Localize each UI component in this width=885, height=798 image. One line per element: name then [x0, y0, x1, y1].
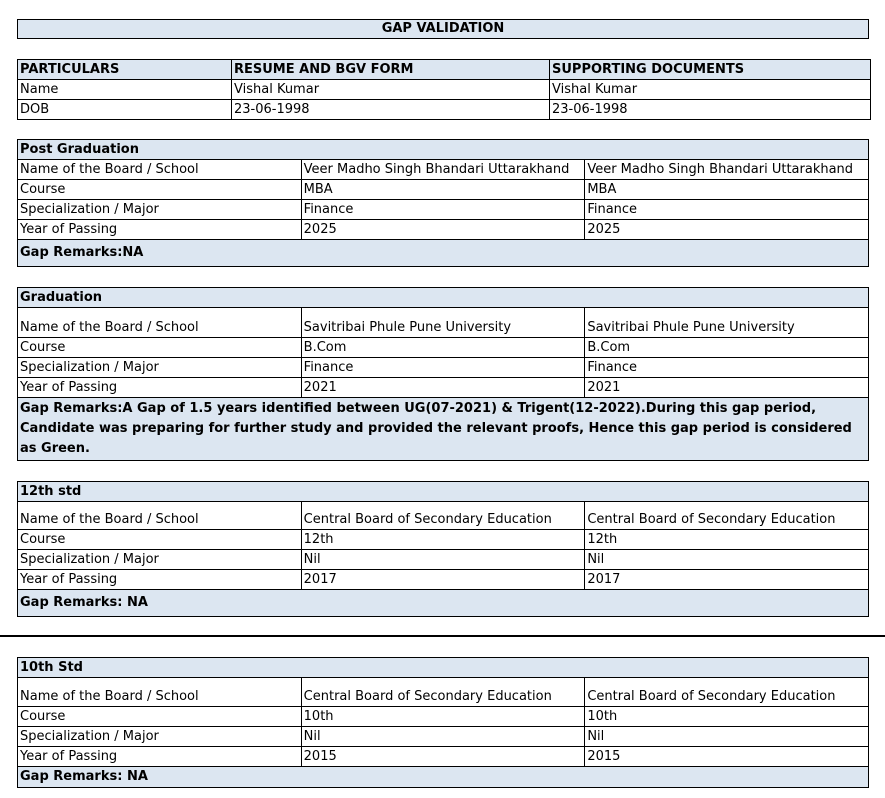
table-row — [18, 530, 869, 550]
document-value: Finance — [585, 200, 869, 220]
resume-value: 12th — [301, 530, 585, 550]
section-table — [17, 139, 869, 267]
row-label: Name of the Board / School — [18, 160, 302, 180]
resume-value: 10th — [301, 707, 585, 727]
section-title: Graduation — [18, 288, 869, 308]
document-value: Veer Madho Singh Bhandari Uttarakhand — [585, 160, 869, 180]
table-row — [18, 678, 869, 707]
section-post-graduation — [17, 139, 869, 267]
gap-remarks: Gap Remarks: NA — [18, 590, 869, 617]
row-label: Year of Passing — [18, 220, 302, 240]
table-row — [18, 378, 869, 398]
column-header-documents: SUPPORTING DOCUMENTS — [550, 60, 871, 80]
particulars-block — [17, 59, 869, 120]
row-label: Specialization / Major — [18, 200, 302, 220]
table-row — [18, 358, 869, 378]
row-label: Name of the Board / School — [18, 502, 302, 530]
document-value: Vishal Kumar — [550, 80, 871, 100]
row-label: Name — [18, 80, 232, 100]
row-label: Year of Passing — [18, 747, 302, 767]
row-label: Specialization / Major — [18, 358, 302, 378]
section-table — [17, 481, 869, 617]
section-graduation — [17, 287, 869, 461]
table-row — [18, 80, 871, 100]
row-label: Specialization / Major — [18, 727, 302, 747]
page-title: GAP VALIDATION — [17, 19, 869, 39]
row-label: Name of the Board / School — [18, 308, 302, 338]
resume-value: 2025 — [301, 220, 585, 240]
gap-remarks: Gap Remarks: NA — [18, 767, 869, 788]
document-value: 23-06-1998 — [550, 100, 871, 120]
column-header-particulars: PARTICULARS — [18, 60, 232, 80]
resume-value: 23-06-1998 — [232, 100, 550, 120]
table-row — [18, 570, 869, 590]
document-value: Finance — [585, 358, 869, 378]
row-label: Course — [18, 338, 302, 358]
section-table — [17, 287, 869, 461]
document-value: Nil — [585, 550, 869, 570]
resume-value: B.Com — [301, 338, 585, 358]
table-row — [18, 220, 869, 240]
resume-value: Central Board of Secondary Education — [301, 678, 585, 707]
table-row — [18, 160, 869, 180]
section-title: 12th std — [18, 482, 869, 502]
table-row — [18, 200, 869, 220]
resume-value: Central Board of Secondary Education — [301, 502, 585, 530]
document-value: 2017 — [585, 570, 869, 590]
row-label: DOB — [18, 100, 232, 120]
document-value: Central Board of Secondary Education — [585, 678, 869, 707]
resume-value: MBA — [301, 180, 585, 200]
table-row — [18, 308, 869, 338]
row-label: Course — [18, 180, 302, 200]
resume-value: Savitribai Phule Pune University — [301, 308, 585, 338]
document-value: 2021 — [585, 378, 869, 398]
resume-value: Nil — [301, 550, 585, 570]
gap-remarks: Gap Remarks:NA — [18, 240, 869, 267]
document-value: B.Com — [585, 338, 869, 358]
table-row — [18, 727, 869, 747]
document-value: 10th — [585, 707, 869, 727]
column-header-resume: RESUME AND BGV FORM — [232, 60, 550, 80]
row-label: Year of Passing — [18, 378, 302, 398]
resume-value: 2015 — [301, 747, 585, 767]
table-row — [18, 180, 869, 200]
particulars-table — [17, 59, 871, 120]
document-value: MBA — [585, 180, 869, 200]
gap-remarks: Gap Remarks:A Gap of 1.5 years identified between UG(07-2021) & Trigent(12-2022).During this gap period, Candidate was preparing for further study and provided the relevant proofs, Hence this gap period is considered as Green. — [18, 398, 869, 461]
resume-value: Finance — [301, 200, 585, 220]
document-value: Nil — [585, 727, 869, 747]
section-10th — [17, 657, 869, 788]
section-12th — [17, 481, 869, 617]
row-label: Name of the Board / School — [18, 678, 302, 707]
resume-value: Finance — [301, 358, 585, 378]
document-value: 2015 — [585, 747, 869, 767]
section-table — [17, 657, 869, 788]
row-label: Course — [18, 707, 302, 727]
row-label: Course — [18, 530, 302, 550]
document-value: 2025 — [585, 220, 869, 240]
table-header-row — [18, 60, 871, 80]
table-row — [18, 338, 869, 358]
section-title: 10th Std — [18, 658, 869, 678]
document-value: Central Board of Secondary Education — [585, 502, 869, 530]
document-value: 12th — [585, 530, 869, 550]
table-row — [18, 707, 869, 727]
table-row — [18, 100, 871, 120]
table-row — [18, 747, 869, 767]
table-row — [18, 502, 869, 530]
table-row — [18, 550, 869, 570]
resume-value: 2021 — [301, 378, 585, 398]
resume-value: Veer Madho Singh Bhandari Uttarakhand — [301, 160, 585, 180]
resume-value: Nil — [301, 727, 585, 747]
resume-value: Vishal Kumar — [232, 80, 550, 100]
section-title: Post Graduation — [18, 140, 869, 160]
document-value: Savitribai Phule Pune University — [585, 308, 869, 338]
page-break-divider — [0, 635, 885, 637]
row-label: Year of Passing — [18, 570, 302, 590]
resume-value: 2017 — [301, 570, 585, 590]
row-label: Specialization / Major — [18, 550, 302, 570]
